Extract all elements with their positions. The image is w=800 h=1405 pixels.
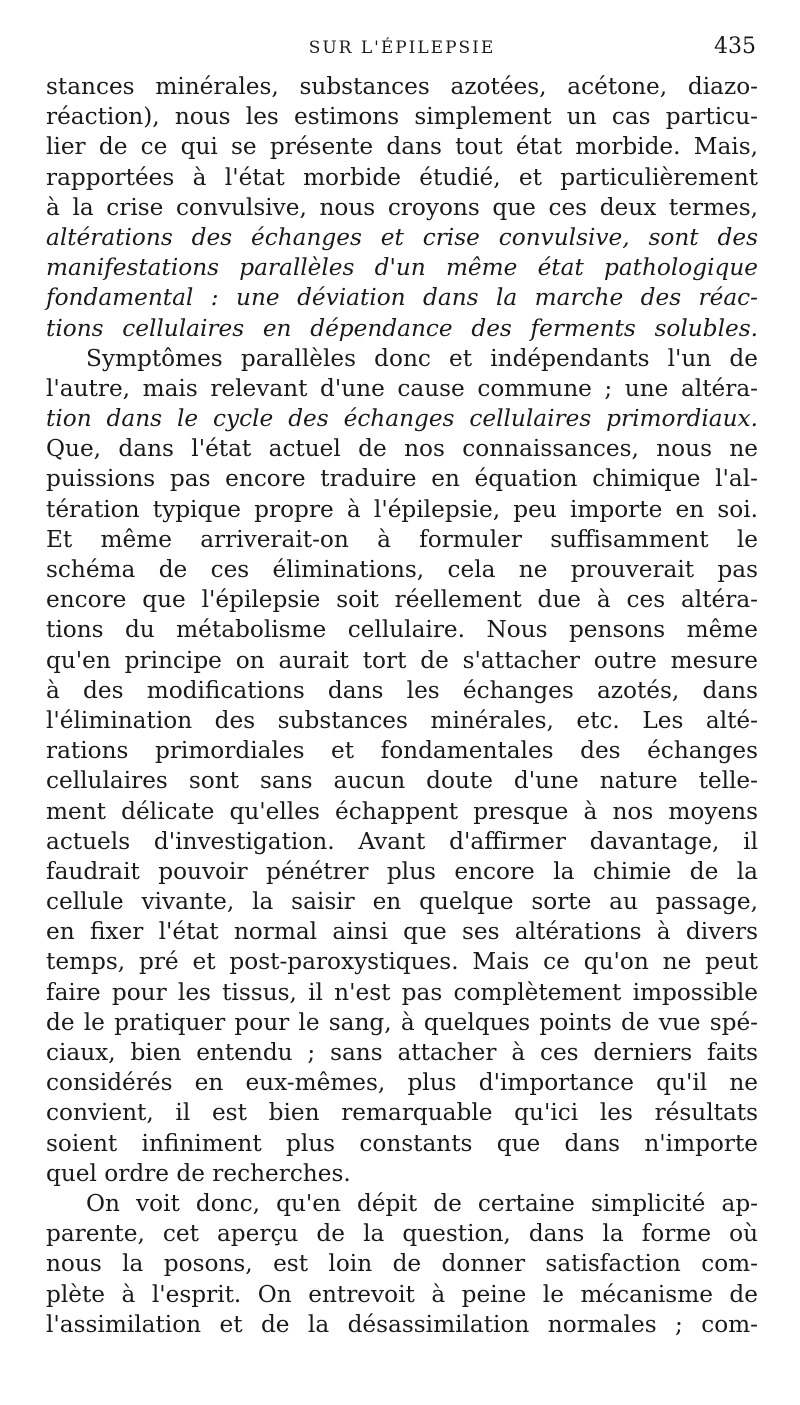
text-line: Que, dans l'état actuel de nos connaissances, nous ne (46, 435, 758, 463)
text-line: quel ordre de recherches. (46, 1159, 351, 1187)
text-line: altérations des échanges et crise convulsive, sont des (46, 223, 758, 251)
text-line: ment délicate qu'elles échappent presque à nos moyens (46, 797, 758, 825)
text-line: ciaux, bien entendu ; sans attacher à ces derniers faits (46, 1039, 758, 1066)
text-line: manifestations parallèles d'un même état pathologique (46, 254, 758, 282)
text-line: plète à l'esprit. On entrevoit à peine le mécanisme de (46, 1280, 758, 1308)
text-line: en fixer l'état normal ainsi que ses altérations à divers (46, 918, 758, 946)
text-line: tération typique propre à l'épilepsie, peu importe en soi. (46, 495, 758, 523)
text-line: tion dans le cycle des échanges cellulaires primordiaux. (46, 405, 758, 433)
page-header (48, 34, 756, 64)
text-line: puissions pas encore traduire en équation chimique l'al- (46, 465, 758, 493)
text-line: convient, il est bien remarquable qu'ici les résultats (46, 1099, 758, 1127)
text-line: schéma de ces éliminations, cela ne prouverait pas (46, 556, 758, 583)
text-line: faudrait pouvoir pénétrer plus encore la chimie de la (46, 857, 758, 885)
text-line: cellule vivante, la saisir en quelque sorte au passage, (46, 888, 758, 916)
text-line: encore que l'épilepsie soit réellement due à ces altéra- (46, 586, 758, 614)
text-line: rations primordiales et fondamentales des échanges (46, 737, 758, 765)
text-line: lier de ce qui se présente dans tout état morbide. Mais, (46, 133, 758, 161)
page-number: 435 (714, 34, 756, 59)
text-line: rapportées à l'état morbide étudié, et particulièrement (46, 163, 758, 191)
text-line: tions du métabolisme cellulaire. Nous pensons même (46, 616, 758, 644)
text-line: cellulaires sont sans aucun doute d'une nature telle- (46, 767, 758, 795)
text-line: parente, cet aperçu de la question, dans la forme où (46, 1220, 758, 1248)
text-line: considérés en eux-mêmes, plus d'importance qu'il ne (46, 1069, 758, 1097)
text-line: fondamental : une déviation dans la marche des réac- (46, 284, 758, 312)
body-text (46, 72, 758, 1340)
running-title: SUR L'ÉPILEPSIE (308, 38, 496, 58)
text-line: temps, pré et post-paroxystiques. Mais ce qu'on ne peut (46, 948, 758, 976)
text-line: l'autre, mais relevant d'une cause commune ; une altéra- (46, 374, 758, 402)
text-line: de le pratiquer pour le sang, à quelques points de vue spé- (46, 1008, 758, 1036)
text-line: stances minérales, substances azotées, acétone, diazo- (46, 73, 758, 100)
text-line: Symptômes parallèles donc et indépendants l'un de (86, 344, 758, 372)
text-line: l'élimination des substances minérales, etc. Les alté- (46, 706, 758, 734)
text-line: tions cellulaires en dépendance des ferments solubles. (46, 314, 758, 342)
text-line: nous la posons, est loin de donner satisfaction com- (46, 1250, 758, 1278)
text-line: réaction), nous les estimons simplement un cas particu- (46, 103, 758, 131)
text-line: l'assimilation et de la désassimilation normales ; com- (46, 1310, 758, 1338)
text-line: On voit donc, qu'en dépit de certaine simplicité ap- (86, 1189, 758, 1217)
text-line: Et même arriverait-on à formuler suffisamment le (46, 525, 758, 553)
text-line: à la crise convulsive, nous croyons que ces deux termes, (46, 193, 758, 221)
text-line: actuels d'investigation. Avant d'affirmer davantage, il (46, 827, 758, 855)
text-line: faire pour les tissus, il n'est pas complètement impossible (46, 978, 758, 1006)
text-line: à des modifications dans les échanges azotés, dans (46, 676, 758, 704)
text-line: soient infiniment plus constants que dans n'importe (46, 1129, 758, 1157)
text-line: qu'en principe on aurait tort de s'attacher outre mesure (46, 646, 758, 674)
